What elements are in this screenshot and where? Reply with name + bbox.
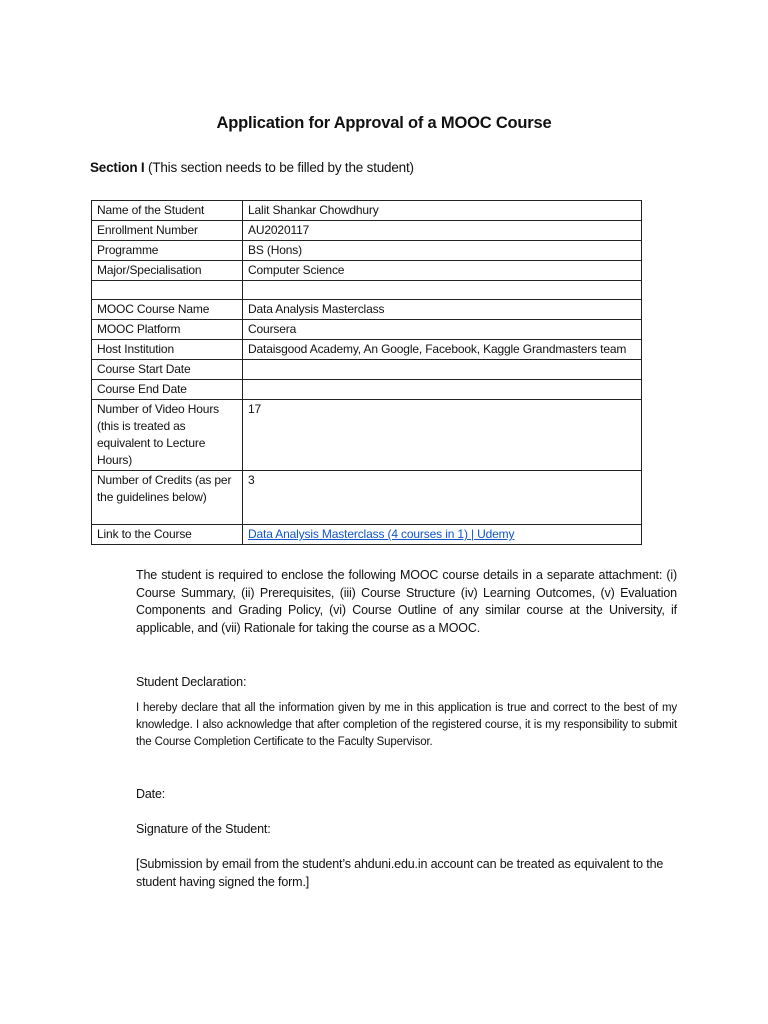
major-label: Major/Specialisation [92,261,243,281]
instructions-paragraph: The student is required to enclose the following MOOC course details in a separate attachment: (i) Course Summary, (ii) Prerequisites, (iii) Course Structure (iv) Learning Outcomes, (v) Evaluation Components and Grading Policy, (vi) Course Outline of any similar course at the University, if applicable, and (vii) Rationale for taking the course as a MOOC. [136,568,677,635]
student-name-value: Lalit Shankar Chowdhury [243,201,642,221]
table-row [92,320,642,340]
platform-label: MOOC Platform [92,320,243,340]
table-row [92,221,642,241]
video-hours-label: Number of Video Hours (this is treated as equivalent to Lecture Hours) [92,400,243,471]
link-cell [243,525,642,545]
course-link[interactable]: Data Analysis Masterclass (4 courses in 1) | Udemy [248,527,515,541]
table-row [92,525,642,545]
table-row [92,340,642,360]
table-row [92,300,642,320]
programme-value: BS (Hons) [243,241,642,261]
application-table [91,200,642,545]
link-label: Link to the Course [92,525,243,545]
video-hours-value: 17 [243,400,642,471]
platform-value: Coursera [243,320,642,340]
section-label: Section I [90,160,145,175]
blank-cell [243,281,642,300]
credits-label: Number of Credits (as per the guidelines below) [92,471,243,525]
section-note: (This section needs to be filled by the student) [144,160,414,175]
table-row [92,261,642,281]
table-row [92,201,642,221]
table-row [92,471,642,525]
end-date-value [243,380,642,400]
table-row [92,380,642,400]
table-row [92,241,642,261]
host-label: Host Institution [92,340,243,360]
course-name-value: Data Analysis Masterclass [243,300,642,320]
table-row [92,400,642,471]
declaration-heading: Student Declaration: [136,675,247,689]
blank-cell [92,281,243,300]
student-name-label: Name of the Student [92,201,243,221]
end-date-label: Course End Date [92,380,243,400]
course-name-label: MOOC Course Name [92,300,243,320]
declaration-text: I hereby declare that all the information given by me in this application is true and correct to the best of my knowledge. I also acknowledge that after completion of the registered course, it is my responsibility to submit the Course Completion Certificate to the Faculty Supervisor. [136,702,677,748]
programme-label: Programme [92,241,243,261]
page-title: Application for Approval of a MOOC Course [216,114,552,132]
start-date-value [243,360,642,380]
date-label: Date: [136,787,166,801]
major-value: Computer Science [243,261,642,281]
table-row [92,360,642,380]
start-date-label: Course Start Date [92,360,243,380]
section-heading [90,160,414,175]
table-row-blank [92,281,642,300]
credits-value: 3 [243,471,642,525]
host-value: Dataisgood Academy, An Google, Facebook, Kaggle Grandmasters team [243,340,642,360]
enrollment-value: AU2020117 [243,221,642,241]
enrollment-label: Enrollment Number [92,221,243,241]
signature-label: Signature of the Student: [136,822,271,836]
submission-note: [Submission by email from the student’s ahduni.edu.in account can be treated as equivalent to the student having signed the form.] [136,857,664,889]
